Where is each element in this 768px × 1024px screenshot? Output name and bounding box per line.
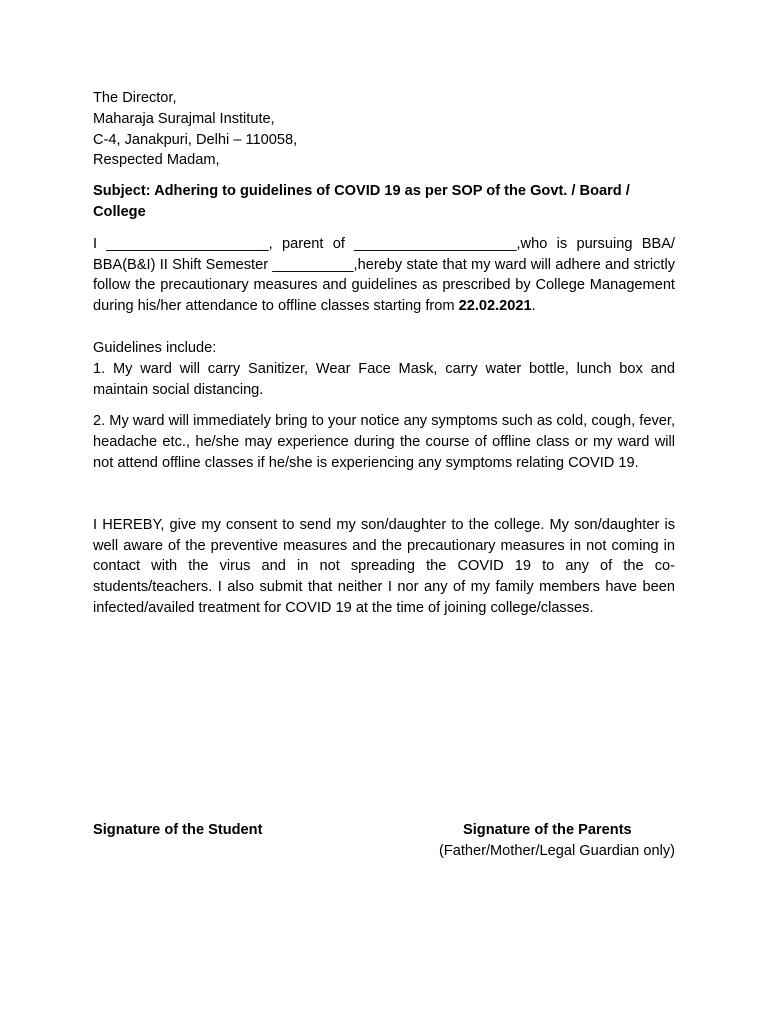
consent-paragraph: I HEREBY, give my consent to send my son/daughter to the college. My son/daughter is well aware of the preventive measures and the precautionary measures in not coming in contact with the virus and in not spreading the COVID 19 to any of the co-students/teachers. I also submit that neither I nor any of my family members have been infected/availed treatment for COVID 19 at the time of joining college/classes. (93, 516, 675, 616)
recipient-address (93, 88, 675, 171)
parents-signature-note: (Father/Mother/Legal Guardian only) (438, 843, 675, 859)
declaration-paragraph (93, 234, 675, 317)
subject-line: Subject: Adhering to guidelines of COVID 19 as per SOP of the Govt. / Board / College (93, 183, 630, 220)
student-signature-label: Signature of the Student (93, 822, 263, 838)
guideline-item-2: 2. My ward will immediately bring to your notice any symptoms such as cold, cough, fever, headache etc., he/she may experience during the course of offline class or my ward will not attend offline classes if he/she is experiencing any symptoms relating COVID 19. (93, 413, 675, 471)
guideline-item-1: 1. My ward will carry Sanitizer, Wear Face Mask, carry water bottle, lunch box and maintain social distancing. (93, 360, 675, 398)
start-date: 22.02.2021 (458, 298, 532, 315)
salutation: Respected Madam, (93, 152, 220, 169)
address-line-3: C-4, Janakpuri, Delhi – 110058, (93, 131, 298, 148)
guidelines-heading: Guidelines include: (93, 339, 217, 356)
declaration-end: . (531, 298, 536, 315)
declaration-text: I ____________________, parent of ____________________,who is pursuing BBA/ BBA(B&I) II Shift Semester __________,hereby state that my ward will adhere and strictly follow the precautionary measures and guidelines as prescribed by College Management during his/her attendance to offline classes starting from (93, 235, 675, 315)
address-line-1: The Director, (93, 90, 177, 106)
parents-signature-label: Signature of the Parents (463, 822, 632, 838)
guidelines-section (93, 338, 675, 400)
address-line-2: Maharaja Surajmal Institute, (93, 110, 275, 127)
letter-body (93, 88, 675, 619)
